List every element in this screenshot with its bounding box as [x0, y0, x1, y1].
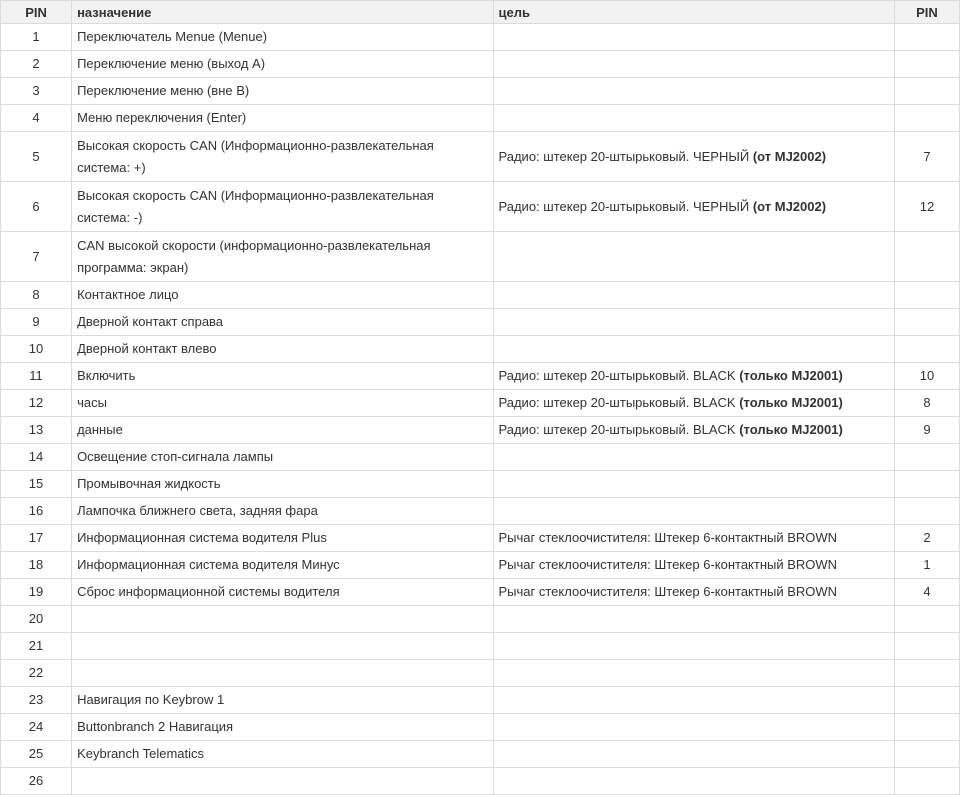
- cell-pin2: [894, 606, 959, 633]
- table-row: [1, 417, 960, 444]
- cell-purpose: [72, 633, 493, 660]
- cell-target: [493, 417, 894, 444]
- cell-pin: 15: [1, 471, 72, 498]
- cell-target: [493, 552, 894, 579]
- cell-pin2: 7: [894, 132, 959, 182]
- cell-target: [493, 660, 894, 687]
- table-row: [1, 579, 960, 606]
- table-row: [1, 687, 960, 714]
- table-row: [1, 444, 960, 471]
- cell-pin2: [894, 51, 959, 78]
- cell-pin: 16: [1, 498, 72, 525]
- target-note: (от MJ2002): [752, 198, 827, 214]
- cell-pin2: [894, 336, 959, 363]
- cell-target: [493, 471, 894, 498]
- cell-target: [493, 444, 894, 471]
- cell-pin2: 12: [894, 182, 959, 232]
- cell-pin2: 10: [894, 363, 959, 390]
- cell-pin: 22: [1, 660, 72, 687]
- cell-pin2: [894, 282, 959, 309]
- cell-target: [493, 390, 894, 417]
- target-note: (только MJ2001): [739, 395, 843, 410]
- cell-target: [493, 633, 894, 660]
- target-text: Рычаг стеклоочистителя: Штекер 6-контактный BROWN: [498, 584, 838, 599]
- cell-target: [493, 498, 894, 525]
- table-row: [1, 390, 960, 417]
- cell-purpose: Переключение меню (вне B): [72, 78, 493, 105]
- cell-purpose: [72, 768, 493, 795]
- cell-pin2: [894, 105, 959, 132]
- table-body: [1, 24, 960, 795]
- cell-target: [493, 309, 894, 336]
- cell-purpose: Buttonbranch 2 Навигация: [72, 714, 493, 741]
- cell-target: [493, 579, 894, 606]
- cell-pin2: 9: [894, 417, 959, 444]
- cell-target: [493, 132, 894, 182]
- cell-purpose: Освещение стоп-сигнала лампы: [72, 444, 493, 471]
- cell-target: [493, 182, 894, 232]
- cell-target: [493, 525, 894, 552]
- target-text: Радио: штекер 20-штырьковый. BLACK: [498, 368, 740, 383]
- cell-pin: 25: [1, 741, 72, 768]
- cell-target: [493, 741, 894, 768]
- cell-pin: 10: [1, 336, 72, 363]
- cell-pin: 2: [1, 51, 72, 78]
- target-note: (только MJ2001): [739, 422, 843, 437]
- col-header-target: цель: [493, 1, 894, 24]
- cell-purpose: Сброс информационной системы водителя: [72, 579, 493, 606]
- cell-pin2: [894, 498, 959, 525]
- table-row: [1, 552, 960, 579]
- target-text: Радио: штекер 20-штырьковый. ЧЕРНЫЙ: [498, 198, 753, 214]
- cell-purpose: CAN высокой скорости (информационно-развлекательная программа: экран): [72, 232, 493, 282]
- cell-pin: 23: [1, 687, 72, 714]
- cell-purpose: Меню переключения (Enter): [72, 105, 493, 132]
- cell-purpose: Навигация по Keybrow 1: [72, 687, 493, 714]
- cell-target: [493, 606, 894, 633]
- cell-purpose: Контактное лицо: [72, 282, 493, 309]
- cell-pin: 9: [1, 309, 72, 336]
- cell-pin2: [894, 471, 959, 498]
- cell-pin: 1: [1, 24, 72, 51]
- col-header-pin: PIN: [1, 1, 72, 24]
- cell-pin: 7: [1, 232, 72, 282]
- cell-pin: 12: [1, 390, 72, 417]
- cell-pin: 11: [1, 363, 72, 390]
- cell-pin: 8: [1, 282, 72, 309]
- cell-pin2: [894, 714, 959, 741]
- cell-pin2: 4: [894, 579, 959, 606]
- cell-purpose: Лампочка ближнего света, задняя фара: [72, 498, 493, 525]
- table-row: [1, 741, 960, 768]
- table-row: [1, 363, 960, 390]
- cell-pin: 18: [1, 552, 72, 579]
- table-row: [1, 232, 960, 282]
- table-row: [1, 51, 960, 78]
- cell-target: [493, 768, 894, 795]
- cell-pin: 24: [1, 714, 72, 741]
- cell-purpose: Высокая скорость CAN (Информационно-развлекательная система: +): [72, 132, 493, 182]
- cell-target: [493, 232, 894, 282]
- cell-target: [493, 105, 894, 132]
- table-row: [1, 182, 960, 232]
- cell-purpose: Переключение меню (выход A): [72, 51, 493, 78]
- cell-purpose: Промывочная жидкость: [72, 471, 493, 498]
- cell-purpose: Дверной контакт справа: [72, 309, 493, 336]
- cell-pin: 5: [1, 132, 72, 182]
- cell-pin: 4: [1, 105, 72, 132]
- cell-pin2: [894, 768, 959, 795]
- cell-target: [493, 51, 894, 78]
- cell-purpose: Включить: [72, 363, 493, 390]
- cell-pin2: [894, 444, 959, 471]
- cell-target: [493, 282, 894, 309]
- table-row: [1, 105, 960, 132]
- target-note: (только MJ2001): [739, 368, 843, 383]
- cell-pin2: [894, 309, 959, 336]
- table-header-row: [1, 1, 960, 24]
- table-row: [1, 525, 960, 552]
- cell-target: [493, 78, 894, 105]
- target-text: Рычаг стеклоочистителя: Штекер 6-контактный BROWN: [498, 557, 838, 572]
- target-note: (от MJ2002): [752, 148, 827, 164]
- cell-pin2: [894, 741, 959, 768]
- cell-pin: 19: [1, 579, 72, 606]
- cell-target: [493, 363, 894, 390]
- cell-purpose: часы: [72, 390, 493, 417]
- cell-pin: 13: [1, 417, 72, 444]
- cell-purpose: [72, 660, 493, 687]
- table-row: [1, 498, 960, 525]
- table-row: [1, 309, 960, 336]
- cell-pin2: 2: [894, 525, 959, 552]
- cell-target: [493, 336, 894, 363]
- cell-pin: 17: [1, 525, 72, 552]
- table-row: [1, 336, 960, 363]
- target-text: Рычаг стеклоочистителя: Штекер 6-контактный BROWN: [498, 530, 838, 545]
- cell-pin: 14: [1, 444, 72, 471]
- cell-pin2: [894, 78, 959, 105]
- cell-target: [493, 714, 894, 741]
- cell-pin2: [894, 660, 959, 687]
- table-row: [1, 660, 960, 687]
- cell-pin2: 1: [894, 552, 959, 579]
- table-row: [1, 768, 960, 795]
- table-row: [1, 132, 960, 182]
- cell-purpose: Keybranch Telematics: [72, 741, 493, 768]
- cell-pin: 20: [1, 606, 72, 633]
- cell-pin2: [894, 232, 959, 282]
- cell-pin2: [894, 633, 959, 660]
- cell-pin2: [894, 24, 959, 51]
- col-header-purpose: назначение: [72, 1, 493, 24]
- table-row: [1, 714, 960, 741]
- table-row: [1, 633, 960, 660]
- cell-pin: 21: [1, 633, 72, 660]
- cell-target: [493, 687, 894, 714]
- cell-purpose: Высокая скорость CAN (Информационно-развлекательная система: -): [72, 182, 493, 232]
- cell-purpose: [72, 606, 493, 633]
- target-text: Радио: штекер 20-штырьковый. BLACK: [498, 395, 740, 410]
- cell-pin: 26: [1, 768, 72, 795]
- target-text: Радио: штекер 20-штырьковый. BLACK: [498, 422, 740, 437]
- cell-target: [493, 24, 894, 51]
- cell-pin: 6: [1, 182, 72, 232]
- target-text: Радио: штекер 20-штырьковый. ЧЕРНЫЙ: [498, 148, 753, 164]
- cell-pin2: [894, 687, 959, 714]
- cell-purpose: данные: [72, 417, 493, 444]
- table-row: [1, 24, 960, 51]
- cell-pin2: 8: [894, 390, 959, 417]
- table-row: [1, 282, 960, 309]
- col-header-pin2: PIN: [894, 1, 959, 24]
- table-row: [1, 78, 960, 105]
- cell-purpose: Дверной контакт влево: [72, 336, 493, 363]
- table-row: [1, 471, 960, 498]
- table-row: [1, 606, 960, 633]
- cell-purpose: Информационная система водителя Plus: [72, 525, 493, 552]
- cell-purpose: Переключатель Menue (Menue): [72, 24, 493, 51]
- cell-purpose: Информационная система водителя Минус: [72, 552, 493, 579]
- cell-pin: 3: [1, 78, 72, 105]
